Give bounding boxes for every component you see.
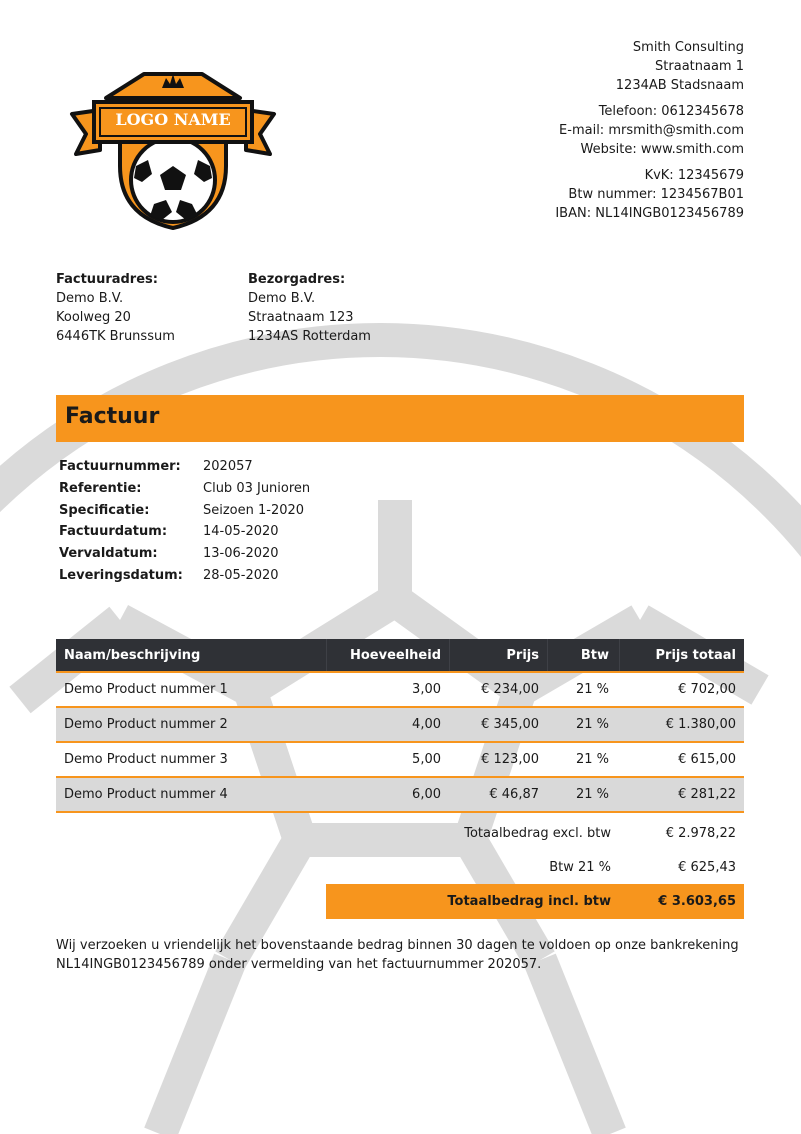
meta-value: 14-05-2020: [203, 524, 279, 540]
vat-label: Btw 21 %: [549, 859, 611, 875]
meta-label: Factuurnummer:: [59, 459, 181, 474]
meta-value: Seizoen 1-2020: [203, 502, 305, 518]
table-header: [56, 639, 744, 673]
column-header-quantity: Hoeveelheid: [326, 639, 449, 671]
totals-block: [326, 816, 744, 919]
company-details: [555, 38, 744, 230]
invoice-title-bar: [56, 395, 744, 442]
billing-heading: Factuuradres:: [56, 272, 158, 287]
cell-description: Demo Product nummer 2: [64, 717, 228, 732]
billing-street: Koolweg 20: [56, 310, 131, 325]
meta-label: Factuurdatum:: [59, 524, 168, 540]
logo-text: LOGO NAME: [115, 110, 231, 129]
meta-row: [59, 543, 310, 565]
cell-description: Demo Product nummer 3: [64, 752, 228, 767]
total-incl-row: [326, 884, 744, 919]
billing-address: [56, 270, 175, 346]
payment-note: [56, 936, 746, 974]
meta-label: Referentie:: [59, 480, 142, 496]
shipping-heading: Bezorgadres:: [248, 272, 346, 287]
column-header-price: Prijs: [449, 639, 547, 671]
company-phone: Telefoon: 0612345678: [598, 104, 744, 119]
shipping-name: Demo B.V.: [248, 291, 316, 306]
cell-quantity: 6,00: [412, 787, 441, 802]
company-name: Smith Consulting: [632, 40, 744, 55]
cell-vat: 21 %: [575, 787, 609, 802]
logo-emblem-icon: [66, 66, 280, 234]
billing-city: 6446TK Brunssum: [56, 329, 175, 344]
meta-row: [59, 456, 310, 478]
cell-total: € 702,00: [678, 682, 736, 697]
cell-total: € 615,00: [678, 752, 736, 767]
meta-row: [59, 478, 310, 500]
meta-label: Vervaldatum:: [59, 546, 158, 562]
column-header-vat: Btw: [547, 639, 619, 671]
company-logo: [66, 66, 280, 234]
cell-vat: 21 %: [575, 752, 609, 767]
meta-value: 202057: [203, 459, 253, 474]
meta-row: [59, 521, 310, 543]
company-kvk: KvK: 12345679: [644, 168, 744, 183]
invoice-title: Factuur: [65, 404, 160, 429]
billing-name: Demo B.V.: [56, 291, 124, 306]
total-excl-label: Totaalbedrag excl. btw: [464, 825, 611, 841]
cell-vat: 21 %: [575, 717, 609, 732]
cell-price: € 123,00: [481, 752, 539, 767]
company-city: 1234AB Stadsnaam: [615, 78, 744, 93]
total-excl-row: [326, 816, 744, 850]
total-incl-label: Totaalbedrag incl. btw: [447, 894, 611, 909]
company-btw: Btw nummer: 1234567B01: [568, 187, 744, 202]
column-header-description: Naam/beschrijving: [64, 647, 201, 663]
shipping-address: [248, 270, 371, 346]
table-row: [56, 778, 744, 813]
cell-total: € 281,22: [678, 787, 736, 802]
company-email: E-mail: mrsmith@smith.com: [559, 123, 744, 138]
cell-vat: 21 %: [575, 682, 609, 697]
payment-note-line: NL14INGB0123456789 onder vermelding van het factuurnummer 202057.: [56, 957, 542, 972]
invoice-meta: [59, 456, 310, 587]
meta-value: 28-05-2020: [203, 567, 279, 583]
column-header-total: Prijs totaal: [619, 639, 744, 671]
table-row: [56, 673, 744, 708]
cell-description: Demo Product nummer 4: [64, 787, 228, 802]
cell-price: € 46,87: [489, 787, 539, 802]
cell-price: € 234,00: [481, 682, 539, 697]
cell-total: € 1.380,00: [665, 717, 736, 732]
total-incl-value: € 3.603,65: [658, 894, 736, 909]
table-row: [56, 743, 744, 778]
payment-note-line: Wij verzoeken u vriendelijk het bovenstaande bedrag binnen 30 dagen te voldoen op onze bankrekening: [56, 938, 739, 953]
shipping-city: 1234AS Rotterdam: [248, 329, 371, 344]
company-website: Website: www.smith.com: [580, 142, 744, 157]
shipping-street: Straatnaam 123: [248, 310, 354, 325]
cell-quantity: 5,00: [412, 752, 441, 767]
items-table: [56, 639, 744, 813]
meta-row: [59, 500, 310, 522]
cell-quantity: 3,00: [412, 682, 441, 697]
vat-value: € 625,43: [678, 859, 736, 875]
total-excl-value: € 2.978,22: [665, 825, 736, 841]
meta-label: Specificatie:: [59, 502, 150, 518]
vat-row: [326, 850, 744, 884]
meta-value: 13-06-2020: [203, 546, 279, 562]
meta-label: Leveringsdatum:: [59, 567, 183, 583]
cell-price: € 345,00: [481, 717, 539, 732]
meta-row: [59, 565, 310, 587]
meta-value: Club 03 Junioren: [203, 480, 311, 496]
cell-quantity: 4,00: [412, 717, 441, 732]
table-row: [56, 708, 744, 743]
company-iban: IBAN: NL14INGB0123456789: [555, 206, 744, 221]
company-street: Straatnaam 1: [655, 59, 744, 74]
cell-description: Demo Product nummer 1: [64, 682, 228, 697]
